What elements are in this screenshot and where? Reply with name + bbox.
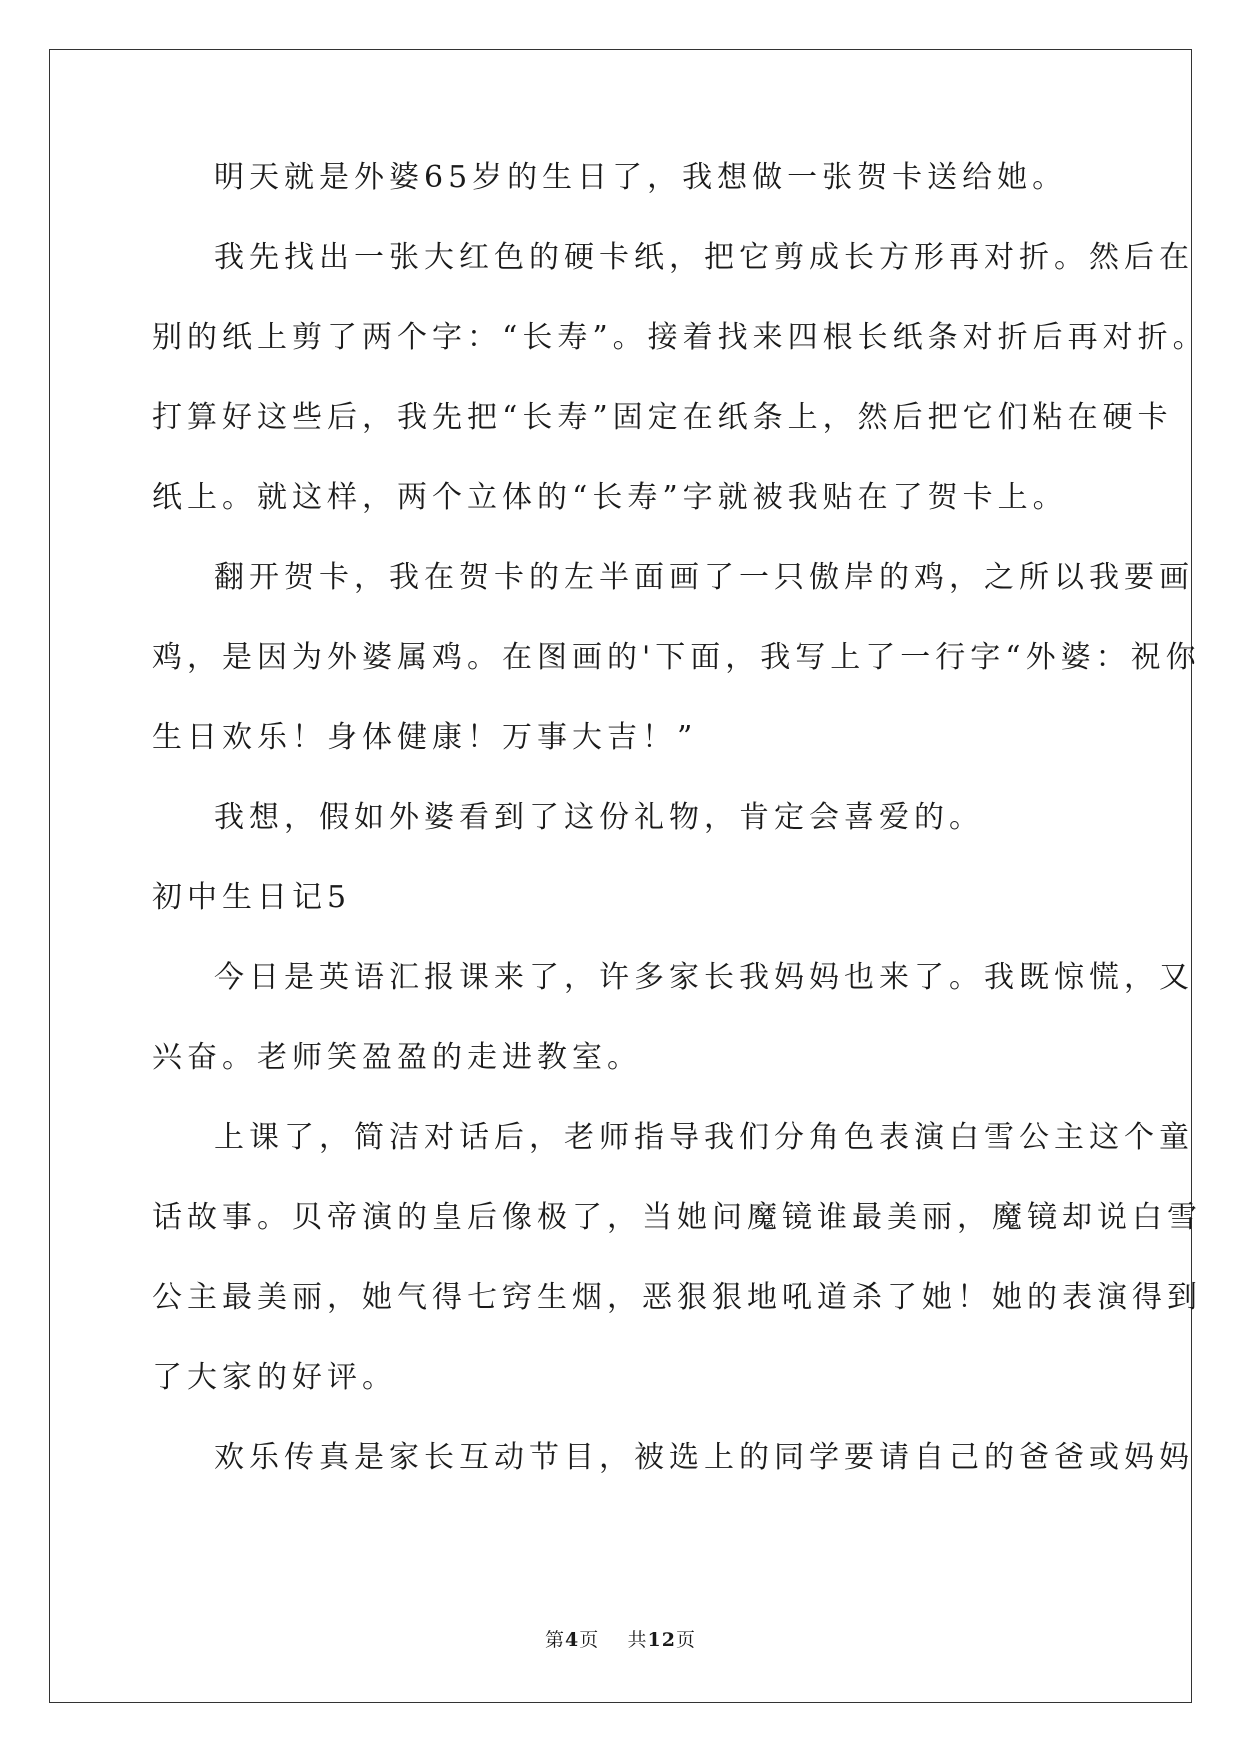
paragraph-line: 我先找出一张大红色的硬卡纸，把它剪成长方形再对折。然后在 [214, 240, 1194, 275]
paragraph-line: 生日欢乐！身体健康！万事大吉！” [152, 720, 698, 755]
paragraph-line: 兴奋。老师笑盈盈的走进教室。 [152, 1040, 642, 1075]
paragraph-line: 今日是英语汇报课来了，许多家长我妈妈也来了。我既惊慌，又 [214, 960, 1194, 995]
paragraph-line: 明天就是外婆65岁的生日了，我想做一张贺卡送给她。 [214, 160, 1068, 195]
paragraph-line: 了大家的好评。 [152, 1360, 397, 1395]
paragraph-line: 上课了，简洁对话后，老师指导我们分角色表演白雪公主这个童 [214, 1120, 1194, 1155]
paragraph-line: 公主最美丽，她气得七窍生烟，恶狠狠地吼道杀了她！她的表演得到 [152, 1280, 1202, 1315]
page-prefix: 第 [545, 1629, 566, 1651]
paragraph-line: 话故事。贝帝演的皇后像极了，当她问魔镜谁最美丽，魔镜却说白雪 [152, 1200, 1202, 1235]
paragraph-line: 翻开贺卡，我在贺卡的左半面画了一只傲岸的鸡，之所以我要画 [214, 560, 1194, 595]
section-heading: 初中生日记5 [152, 880, 352, 915]
paragraph-line: 别的纸上剪了两个字：“长寿”。接着找来四根长纸条对折后再对折。 [152, 320, 1208, 355]
page-total: 12 [647, 1629, 676, 1651]
paragraph-line: 打算好这些后，我先把“长寿”固定在纸条上，然后把它们粘在硬卡 [152, 400, 1173, 435]
paragraph-line: 欢乐传真是家长互动节目，被选上的同学要请自己的爸爸或妈妈 [214, 1440, 1194, 1475]
paragraph-line: 我想，假如外婆看到了这份礼物，肯定会喜爱的。 [214, 800, 984, 835]
page-number: 4 [565, 1629, 580, 1651]
total-prefix: 共 [627, 1629, 648, 1651]
paragraph-line: 纸上。就这样，两个立体的“长寿”字就被我贴在了贺卡上。 [152, 480, 1068, 515]
page-footer [0, 1628, 1241, 1652]
paragraph-line: 鸡，是因为外婆属鸡。在图画的'下面，我写上了一行字“外婆：祝你 [152, 640, 1201, 675]
page-suffix: 页 [579, 1629, 600, 1651]
total-suffix: 页 [675, 1629, 696, 1651]
